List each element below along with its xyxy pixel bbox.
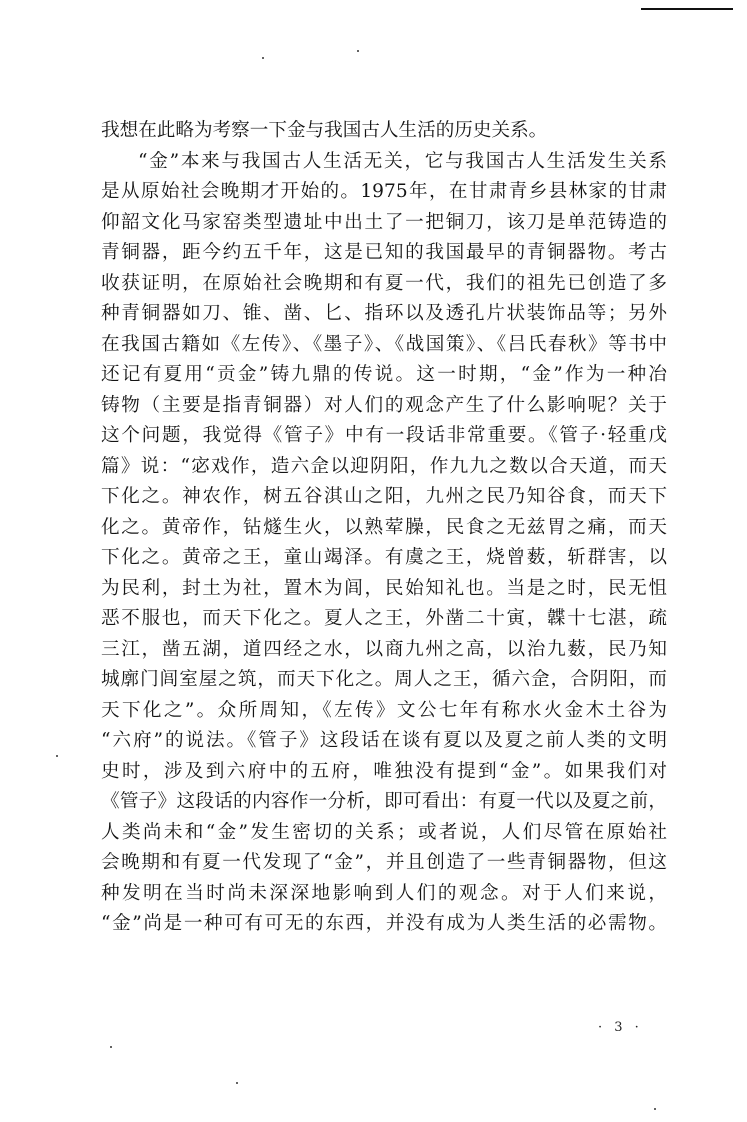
scan-speck [236,1082,238,1084]
text-line: 会晚期和有夏一代发现了“金”，并且创造了一些青铜器物，但这 [101,852,667,873]
text-line: 为民利，封土为社，置木为闾，民始知礼也。当是之时，民无怚 [101,577,667,599]
text-line: 还记有夏用“贡金”铸九鼎的传说。这一时期，“金”作为一种冶 [101,364,667,385]
text-line: “六府”的说法。《管子》这段话在谈有夏以及夏之前人类的文明 [101,730,667,751]
text-line: 是从原始社会晚期才开始的。1975年，在甘肃青乡县林家的甘肃 [101,181,667,202]
text-line: 篇》说：“宓戏作，造六佱以迎阴阳，作九九之数以合天道，而天 [101,455,667,477]
scan-speck [262,57,264,59]
text-line: 恶不服也，而天下化之。夏人之王，外凿二十寅，韘十七湛，疏 [101,608,667,629]
text-line: 铸物（主要是指青铜器）对人们的观念产生了什么影响呢？关于 [101,394,667,416]
scan-speck [110,1046,112,1048]
page-body-text [101,116,667,940]
text-line: 下化之。黄帝之王，童山竭泽。有虞之王，烧曾薮，斩群害，以 [101,547,667,568]
text-line: 三江，凿五湖，道四经之水，以商九州之高，以治九薮，民乃知 [101,638,667,660]
text-line: 《管子》这段话的内容作一分析，即可看出：有夏一代以及夏之前， [101,791,667,812]
scan-speck [357,50,359,52]
text-line: 下化之。神农作，树五谷淇山之阳，九州之民乃知谷食，而天下 [101,486,667,507]
text-line: 人类尚未和“金”发生密切的关系；或者说，人们尽管在原始社 [101,821,667,843]
text-line: 化之。黄帝作，钻燧生火，以熟荤臊，民食之无兹胃之痛，而天 [101,516,667,538]
scan-speck [654,1108,656,1110]
text-line: 天下化之”。众所周知，《左传》文公七年有称水火金木土谷为 [101,699,667,721]
page-number: · 3 · [598,1020,643,1035]
scan-speck [56,755,58,757]
text-line: 这个问题，我觉得《管子》中有一段话非常重要。《管子·轻重戊 [101,425,667,446]
text-line: “金”本来与我国古人生活无关，它与我国古人生活发生关系 [138,150,667,172]
text-line: 青铜器，距今约五千年，这是已知的我国最早的青铜器物。考古 [101,242,667,263]
text-line: 种青铜器如刀、锥、凿、匕、指环以及透孔片状装饰品等；另外 [101,303,667,324]
text-line: “金”尚是一种可有可无的东西，并没有成为人类生活的必需物。 [101,913,667,934]
text-line: 在我国古籍如《左传》、《墨子》、《战国策》、《吕氏春秋》等书中 [101,333,667,355]
text-line: 收获证明，在原始社会晚期和有夏一代，我们的祖先已创造了多 [101,272,667,294]
text-line: 城廓门闾室屋之筑，而天下化之。周人之王，循六佱，合阴阳，而 [101,669,667,690]
text-line: 种发明在当时尚未深深地影响到人们的观念。对于人们来说， [101,882,667,904]
text-line: 我想在此略为考察一下金与我国古人生活的历史关系。 [101,120,548,141]
top-rule [641,8,733,10]
text-line: 史时，涉及到六府中的五府，唯独没有提到“金”。如果我们对 [101,760,667,782]
text-line: 仰韶文化马家窑类型遗址中出土了一把铜刀，该刀是单范铸造的 [101,211,667,233]
